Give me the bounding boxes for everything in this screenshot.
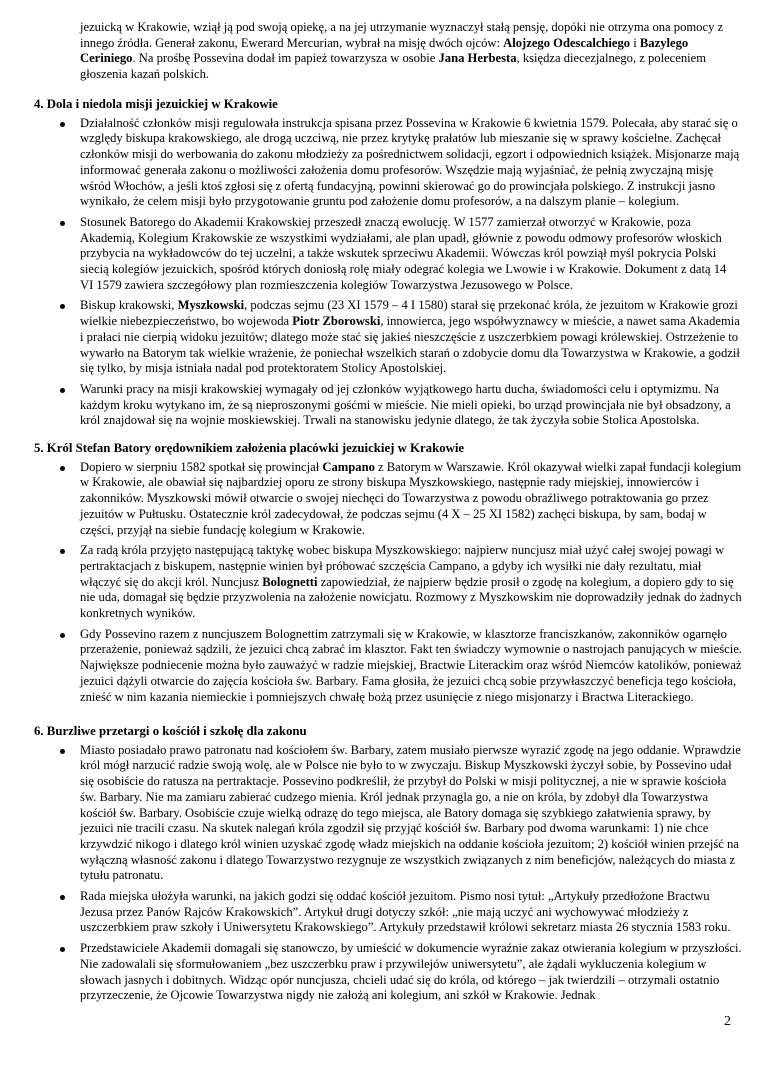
bullet-icon [60, 466, 65, 471]
text-run: Biskup krakowski, [80, 298, 178, 313]
list-item [34, 298, 742, 377]
text-run: . Na prośbę Possevina dodał im papież towarzysza w osobie [132, 51, 439, 66]
bullet-icon [60, 304, 65, 309]
bullet-icon [60, 947, 65, 952]
bold-name: Jana Herbesta [438, 51, 517, 66]
bullet-icon [60, 221, 65, 226]
list-item [34, 215, 742, 294]
bold-name: Bazylego Ceriniego [80, 35, 689, 66]
bullet-icon [60, 122, 65, 127]
bullet-list [34, 116, 742, 429]
text-run: i [630, 35, 640, 50]
bullet-icon [60, 549, 65, 554]
section-6 [34, 724, 742, 1009]
text-run: zapowiedział, że najpierw będzie prosił o zgodę na kolegium, a dopiero gdy to się nie uda, domagał się będzie przyzwolenia na założenie nowicjatu. Rozmowy z Myszkowskim nie doprowadziły jednak do żadnych konkretnych wyników. [80, 574, 742, 621]
bold-name: Campano [322, 459, 375, 474]
intro-paragraph [80, 20, 742, 83]
list-item [34, 627, 742, 706]
list-item [34, 382, 742, 429]
bold-name: Piotr Zborowski [292, 314, 381, 329]
bullet-icon [60, 749, 65, 754]
text-run: Dopiero w sierpniu 1582 spotkał się prowincjał [80, 459, 323, 474]
bullet-icon [60, 388, 65, 393]
list-item [34, 543, 742, 622]
text-run: Rada miejska ułożyła warunki, na jakich godzi się oddać kościół jezuitom. Pismo nosi tytuł: „Artykuły przedłożone Bractwu Jezusa przez Panów Rajców Krakowskich”. Artykuł drugi dotyczy szkół: „nie mają uczyć ani wychowywać młodzieży z uszczerbkiem praw szkoły i Uniwersytetu Krakowskiego”. Artykuły przedstawił królowi sekretarz miasta 26 stycznia 1583 roku. [80, 889, 731, 935]
list-item [34, 889, 742, 936]
text-run: Miasto posiadało prawo patronatu nad kościołem św. Barbary, zatem musiało pierwsze wyrazić zgodę na jego oddanie. Wprawdzie król mógł narzucić radzie swoją wolę, ale w Polsce nie było to w zwyczaju. Biskup Myszkowski życzył sobie, by Possevino udał się osobiście do ratusza na pertraktacje. Possevino podkreślił, że przybył do Polski w misji politycznej, a nie w sprawie kościoła św. Barbary. Nie ma zamiaru zabierać cudzego mienia. Król jednak przynagla go, a nie on króla, by zdobył dla Towarzystwa kościół św. Barbary. Osobiście czuje wielką odrazę do tego miejsca, ale Batory domaga się szybkiego załatwienia sprawy, by jezuici nie tracili czasu. Na skutek nalegań króla zgodził się przyjąć kościół św. Barbary pod dwoma warunkami: 1) nie chce krzywdzić nikogo i dlatego król winien uzyskać zgodę władz miejskich na oddanie kościoła jezuitom; 2) kościół winien przejść na wyłączną własność zakonu i dlatego Towarzystwo rezygnuje ze wszystkich związanych z nim beneficjów, należących do miasta z tytułu patronatu. [80, 742, 741, 883]
bullet-icon [60, 895, 65, 900]
text-run: Za radą króla przyjęto następującą taktykę wobec biskupa Myszkowskiego: najpierw nuncjusz miał użyć całej swojej powagi w pertraktacjach z biskupem, następnie winien był próbować szczęścia Campano, a gdyby ich wysiłki nie dały rezultatu, miał włączyć się do akcji król. Nuncjusz [80, 543, 725, 589]
section-heading: 4. Dola i niedola misji jezuickiej w Krakowie [34, 97, 278, 111]
text-run: , podczas sejmu (23 XI 1579 – 4 I 1580) starał się przekonać króla, że jezuitom w Krakowie grozi wielkie niebezpieczeństwo, bo wojewoda [80, 298, 738, 329]
list-item [34, 116, 742, 210]
list-item [34, 460, 742, 539]
text-run: Przedstawiciele Akademii domagali się stanowczo, by umieścić w dokumencie wyraźnie zakaz otwierania kolegium w przyszłości. Nie zadowalali się sformułowaniem „bez uszczerbku praw i przywilejów uniwersytetu”, ale żądali wykluczenia kolegium w słowach jasnych i dobitnych. Widząc opór nuncjusza, chcieli udać się do króla, od którego – jak twierdzili – otrzymali ostatnio przyrzeczenie, że Ojcowie Towarzystwa nigdy nie założą ani kolegium, ani szkół w Krakowie. Jednak [80, 941, 742, 1003]
text-run: Gdy Possevino razem z nuncjuszem Bolognettim zatrzymali się w Krakowie, w klasztorze franciszkanów, zakonników ogarnęło przerażenie, ponieważ sądzili, że jezuici chcą zabrać im klasztor. Fakt ten świadczy wymownie o nastrojach panujących w mieście. Największe podniecenie można było zauważyć w radzie miejskiej, Bractwie Literackim oraz wśród Niemców katolików, ponieważ jezuici dążyli otwarcie do zajęcia kościoła św. Barbary. Fama głosiła, że jezuici chcą sobie przywłaszczyć beneficja tego kościoła, znieść w nim kazania niemieckie i pomniejszych chwałę bożą przez usunięcie z niego misjonarzy i Bractwa Literackiego. [80, 626, 742, 704]
text-run: Stosunek Batorego do Akademii Krakowskiej przeszedł znaczą ewolucję. W 1577 zamierzał otworzyć w Krakowie, poza Akademią, Kolegium Krakowskie ze wszystkimi wydziałami, ale plan upadł, głównie z powodu odmowy profesorów włoskich przybycia na wykładowców do tej uczelni, a także wskutek sprzeciwu Akademii. Wówczas król powziął myśl pokrycia Polski siecią kolegiów jezuickich, spośród których doniosłą rolę miały odegrać kolegia we Lwowie i w Krakowie. Dokument z datą 14 VI 1579 zawiera szczegółowy plan rozmieszczenia kolegiów Towarzystwa Jezusowego w Polsce. [80, 214, 727, 292]
text-run: Działalność członków misji regulowała instrukcja spisana przez Possevina w Krakowie 6 kwietnia 1579. Polecała, aby starać się o względy biskupa krakowskiego, ale drogą uczciwą, nie przez krytykę prałatów lub mieszanie się w sprawy kościelne. Zachęcał członków misji do werbowania do zakonu młodzieży za pośrednictwem solidacji, egzort i odpowiednich książek. Misjonarze mają informować generała zakonu o możliwości założenia domu profesorów. Wszędzie mają wyjaśniać, że pełnią zwyczajną misję wśród Włochów, a jeśli ktoś zgłosi się z ofertą fundacyjną, powinni skierować go do prowincjała polskiego. Z instrukcji jasno wynikało, że celem misji było przygotowanie gruntu pod założenie domu profesorów, a na dalszym planie – kolegium. [80, 115, 740, 209]
bold-name: Alojzego Odescalchiego [503, 35, 631, 50]
section-heading: 5. Król Stefan Batory orędownikiem założenia placówki jezuickiej w Krakowie [34, 441, 465, 455]
bullet-list [34, 460, 742, 706]
section-5 [34, 441, 742, 710]
list-item [34, 743, 742, 884]
list-item [34, 941, 742, 1004]
section-4 [34, 97, 742, 434]
bullet-icon [60, 633, 65, 638]
section-heading: 6. Burzliwe przetargi o kościół i szkołę dla zakonu [34, 724, 307, 738]
bullet-list [34, 743, 742, 1004]
text-run: z Batorym w Warszawie. Król okazywał wielki zapał fundacji kolegium w Krakowie, ale obawiał się najbardziej oporu ze strony biskupa Myszkowskiego, następnie rady miejskiej, innowierców i zakonników. Myszkowski mówił otwarcie o swojej niechęci do Towarzystwa z powodu obraźliwego potraktowania go przez jezuitów w Pułtusku. Ostatecznie król zadecydował, że podczas sejmu (4 X – 25 XI 1582) zachęci biskupa, by sam, bodaj w części, przyjął na siebie fundację kolegium w Krakowie. [80, 459, 742, 537]
text-run: jezuicką w Krakowie, wziął ją pod swoją opiekę, a na jej utrzymanie wyznaczył stałą pensję, dopóki nie otrzyma ona pomocy z innego źródła. Generał zakonu, Ewerard Mercurian, wybrał na misję dwóch ojców: [80, 20, 724, 50]
text-run: Warunki pracy na misji krakowskiej wymagały od jej członków wyjątkowego hartu ducha, świadomości celu i optymizmu. Na każdym kroku wytykano im, że są nieproszonymi gośćmi w mieście. Nie mieli opieki, bo urząd prowincjała nie był obsadzony, a król znajdował się na wojnie moskiewskiej. Trwali na stanowisku jedynie dlatego, że tak życzyła sobie Stolica Apostolska. [80, 381, 731, 428]
text-run: , księdza diecezjalnego, z poleceniem głoszenia kazań polskich. [80, 51, 707, 82]
text-run: , innowierca, jego współwyznawcy w mieście, a nawet sama Akademia i prałaci nie cierpią widoku jezuitów; dlatego może stać się jakieś nieszczęście z uszczerbkiem powagi królewskiej. Ostrzeżenie to wywarło na Batorym tak wielkie wrażenie, że poniechał wszelkich starań o zdobycie domu dla Towarzystwa w Krakowie, a godził się tylko, by misja istniała nadal pod protektoratem Stolicy Apostolskiej. [80, 314, 740, 376]
bold-name: Bolognetti [262, 574, 318, 589]
page-number: 2 [724, 1014, 731, 1029]
bold-name: Myszkowski [177, 298, 245, 313]
